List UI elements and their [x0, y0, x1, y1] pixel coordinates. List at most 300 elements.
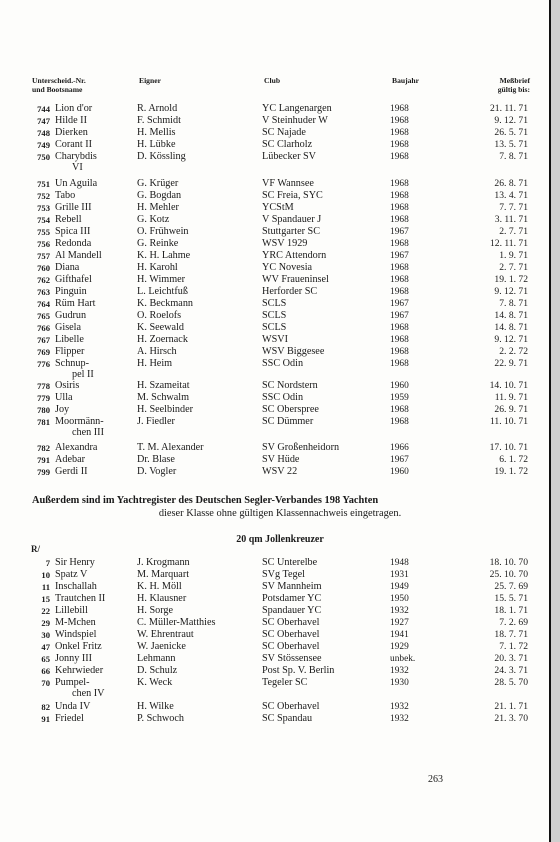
certificate-valid-date: 9. 12. 71: [494, 286, 528, 297]
header-number-line2: und Bootsname: [32, 85, 83, 94]
owner-name: M. Marquart: [137, 569, 190, 580]
owner-name: F. Schmidt: [137, 115, 181, 126]
owner-name: T. M. Alexander: [137, 442, 204, 453]
boat-number: 751: [37, 179, 50, 189]
boat-number: 779: [37, 393, 50, 403]
table-row: [0, 127, 549, 139]
certificate-valid-date: 26. 8. 71: [494, 178, 528, 189]
header-number: [32, 76, 122, 94]
table-row: [0, 178, 549, 190]
build-year: 1932: [390, 606, 409, 616]
owner-name: G. Reinke: [137, 238, 179, 249]
boat-name: Charybdis: [55, 151, 97, 162]
boat-number: 755: [37, 227, 50, 237]
certificate-valid-date: 22. 9. 71: [494, 358, 528, 369]
header-valid-line1: Meßbrief: [499, 76, 530, 85]
table-row: [0, 641, 549, 653]
club-name: SCLS: [262, 310, 287, 321]
club-name: Spandauer YC: [262, 605, 322, 616]
table-row: [0, 238, 549, 250]
certificate-valid-date: 6. 1. 72: [499, 454, 528, 465]
owner-name: W. Jaenicke: [137, 641, 186, 652]
boat-name: Jonny III: [55, 653, 93, 664]
build-year: 1968: [390, 215, 409, 225]
table-row: [0, 442, 549, 454]
table-row: [0, 250, 549, 262]
certificate-valid-date: 2. 7. 71: [499, 226, 528, 237]
boat-number: 47: [41, 642, 50, 652]
boat-name: Alexandra: [55, 442, 98, 453]
build-year: 1968: [390, 335, 409, 345]
owner-name: H. Seelbinder: [137, 404, 194, 415]
club-name: WSVI: [262, 334, 289, 345]
table-row: [0, 466, 549, 478]
club-name: SC Oberhavel: [262, 629, 320, 640]
owner-name: Lehmann: [137, 653, 176, 664]
owner-name: H. Mehler: [137, 202, 179, 213]
club-name: YRC Attendorn: [262, 250, 327, 261]
build-year: 1968: [390, 179, 409, 189]
boat-number: 763: [37, 287, 50, 297]
certificate-valid-date: 21. 1. 71: [494, 701, 528, 712]
table-row: [0, 103, 549, 115]
build-year: 1932: [390, 702, 409, 712]
club-name: SV Mannheim: [262, 581, 322, 592]
build-year: 1968: [390, 323, 409, 333]
header-club: Club: [264, 76, 281, 85]
build-year: 1929: [390, 642, 409, 652]
boat-number: 22: [41, 606, 50, 616]
boat-name: Redonda: [55, 238, 92, 249]
boat-name: Pinguin: [55, 286, 87, 297]
owner-name: H. Lübke: [137, 139, 176, 150]
build-year: 1967: [390, 311, 409, 321]
owner-name: J. Krogmann: [137, 557, 190, 568]
owner-name: C. Müller-Matthies: [137, 617, 216, 628]
build-year: 1950: [390, 594, 409, 604]
boat-name: Un Aguila: [55, 178, 98, 189]
header-valid-line2: gültig bis:: [497, 85, 530, 94]
club-name: Post Sp. V. Berlin: [262, 665, 335, 676]
boat-name: Windspiel: [55, 629, 97, 640]
owner-name: H. Karohl: [137, 262, 178, 273]
boat-number: 7: [45, 558, 50, 568]
club-name: YCStM: [262, 202, 294, 213]
boat-name: Sir Henry: [55, 557, 95, 568]
club-name: WSV 1929: [262, 238, 308, 249]
certificate-valid-date: 9. 12. 71: [494, 334, 528, 345]
certificate-valid-date: 18. 1. 71: [494, 605, 528, 616]
header-number-line1: Unterscheid.-Nr.: [32, 76, 86, 85]
boat-name-continuation: pel II: [72, 369, 94, 380]
boat-number: 15: [41, 594, 50, 604]
boat-name: Moormänn-: [55, 416, 104, 427]
certificate-valid-date: 11. 10. 71: [489, 416, 528, 427]
boat-number: 781: [37, 417, 50, 427]
owner-name: D. Kössling: [137, 151, 186, 162]
owner-name: G. Krüger: [137, 178, 179, 189]
build-year: 1968: [390, 140, 409, 150]
build-year: 1960: [390, 381, 409, 391]
certificate-valid-date: 26. 9. 71: [494, 404, 528, 415]
club-name: SCLS: [262, 322, 287, 333]
boat-number: 760: [37, 263, 50, 273]
boat-name: Lillebill: [55, 605, 88, 616]
certificate-valid-date: 14. 8. 71: [494, 322, 528, 333]
build-year: 1968: [390, 239, 409, 249]
table-row: [0, 202, 549, 214]
owner-name: M. Schwalm: [137, 392, 190, 403]
club-name: V Spandauer J: [262, 214, 322, 225]
boat-name: Al Mandell: [55, 250, 102, 261]
boat-name: Gisela: [55, 322, 82, 333]
owner-name: H. Heim: [137, 358, 173, 369]
table-row: [0, 665, 549, 677]
owner-name: A. Hirsch: [137, 346, 177, 357]
build-year: 1968: [390, 104, 409, 114]
certificate-valid-date: 14. 10. 71: [489, 380, 528, 391]
boat-number: 762: [37, 275, 50, 285]
boat-name: Unda IV: [55, 701, 91, 712]
owner-name: L. Leichtfuß: [137, 286, 188, 297]
club-name: SC Oberhavel: [262, 617, 320, 628]
build-year: 1932: [390, 714, 409, 724]
build-year: 1968: [390, 128, 409, 138]
club-name: SC Dümmer: [262, 416, 314, 427]
boat-number: 82: [41, 702, 50, 712]
boat-name: Hilde II: [55, 115, 87, 126]
boat-name: Dierken: [55, 127, 88, 138]
certificate-valid-date: 2. 2. 72: [499, 346, 528, 357]
boat-name: Schnup-: [55, 358, 89, 369]
build-year: 1968: [390, 116, 409, 126]
certificate-valid-date: 25. 7. 69: [494, 581, 528, 592]
club-name: Tegeler SC: [262, 677, 308, 688]
table-row: [0, 115, 549, 127]
owner-name: K. Seewald: [137, 322, 184, 333]
club-name: YC Novesia: [262, 262, 313, 273]
boat-name: Flipper: [55, 346, 85, 357]
build-year: 1966: [390, 443, 409, 453]
certificate-valid-date: 14. 8. 71: [494, 310, 528, 321]
club-name: SSC Odin: [262, 358, 304, 369]
boat-name: Inschallah: [55, 581, 97, 592]
certificate-valid-date: 21. 11. 71: [489, 103, 528, 114]
certificate-valid-date: 7. 8. 71: [499, 298, 528, 309]
boat-name-continuation: VI: [72, 162, 83, 173]
certificate-valid-date: 17. 10. 71: [489, 442, 528, 453]
owner-name: G. Bogdan: [137, 190, 182, 201]
boat-name: Gudrun: [55, 310, 87, 321]
certificate-valid-date: 28. 5. 70: [494, 677, 528, 688]
page-number: 263: [428, 774, 443, 785]
table-row: [0, 605, 549, 617]
boat-number: 11: [41, 582, 50, 592]
header-year: Baujahr: [392, 76, 420, 85]
boat-name: Pumpel-: [55, 677, 90, 688]
certificate-valid-date: 25. 10. 70: [489, 569, 528, 580]
build-year: 1967: [390, 455, 409, 465]
build-year: 1968: [390, 287, 409, 297]
club-name: YC Langenargen: [262, 103, 332, 114]
boat-number: 30: [41, 630, 50, 640]
certificate-valid-date: 9. 12. 71: [494, 115, 528, 126]
certificate-valid-date: 7. 8. 71: [499, 151, 528, 162]
boat-number: 750: [37, 152, 50, 162]
build-year: 1968: [390, 417, 409, 427]
table-row: [0, 569, 549, 581]
boat-name: Adebar: [55, 454, 85, 465]
certificate-valid-date: 21. 3. 70: [494, 713, 528, 724]
boat-name: Diana: [55, 262, 80, 273]
table-row: [0, 701, 549, 713]
boat-name: Grille III: [55, 202, 92, 213]
owner-name: G. Kotz: [137, 214, 170, 225]
boat-number: 766: [37, 323, 50, 333]
club-name: SC Oberhavel: [262, 641, 320, 652]
boat-number: 65: [41, 654, 50, 664]
build-year: 1927: [390, 618, 409, 628]
table-row: [0, 454, 549, 466]
table-row: [0, 322, 549, 334]
table-row: [0, 274, 549, 286]
boat-number: 29: [41, 618, 50, 628]
boat-number: 753: [37, 203, 50, 213]
club-name: SSC Odin: [262, 392, 304, 403]
boat-number: 744: [37, 104, 50, 114]
boat-name: M-Mchen: [55, 617, 96, 628]
club-name: SCLS: [262, 298, 287, 309]
boat-name: Joy: [55, 404, 70, 415]
club-name: SC Freia, SYC: [262, 190, 323, 201]
table-row: [0, 593, 549, 605]
register-note-line1: Außerdem sind im Yachtregister des Deutschen Segler-Verbandes 198 Yachten: [32, 495, 379, 506]
boat-number: 752: [37, 191, 50, 201]
table-row: [0, 190, 549, 202]
club-name: SC Nordstern: [262, 380, 318, 391]
boat-number: 765: [37, 311, 50, 321]
boat-number: 754: [37, 215, 50, 225]
table-row: [0, 310, 549, 322]
owner-name: K. Weck: [137, 677, 173, 688]
owner-name: K. H. Lahme: [137, 250, 191, 261]
club-name: Potsdamer YC: [262, 593, 322, 604]
club-name: SC Oberhavel: [262, 701, 320, 712]
table-row: [0, 713, 549, 725]
boat-name: Spatz V: [55, 569, 88, 580]
table-row: [0, 380, 549, 392]
boat-number: 749: [37, 140, 50, 150]
certificate-valid-date: 7. 2. 69: [499, 617, 528, 628]
table-row: [0, 262, 549, 274]
certificate-valid-date: 7. 7. 71: [499, 202, 528, 213]
boat-name: Osiris: [55, 380, 80, 391]
section-label: R/: [31, 544, 40, 554]
certificate-valid-date: 15. 5. 71: [494, 593, 528, 604]
certificate-valid-date: 26. 5. 71: [494, 127, 528, 138]
boat-name: Spica III: [55, 226, 91, 237]
certificate-valid-date: 19. 1. 72: [494, 466, 528, 477]
build-year: 1968: [390, 152, 409, 162]
table-row: [0, 346, 549, 358]
certificate-valid-date: 18. 7. 71: [494, 629, 528, 640]
club-name: SC Clarholz: [262, 139, 313, 150]
boat-number: 757: [37, 251, 50, 261]
certificate-valid-date: 12. 11. 71: [489, 238, 528, 249]
boat-number: 767: [37, 335, 50, 345]
club-name: WSV Biggesee: [262, 346, 325, 357]
club-name: SV Stössensee: [262, 653, 322, 664]
table-row: [0, 629, 549, 641]
boat-name: Kehrwieder: [55, 665, 104, 676]
certificate-valid-date: 13. 4. 71: [494, 190, 528, 201]
boat-number: 748: [37, 128, 50, 138]
boat-name: Libelle: [55, 334, 84, 345]
build-year: 1949: [390, 582, 409, 592]
table-row: [0, 298, 549, 310]
boat-name-continuation: chen IV: [72, 688, 105, 699]
table-row: [0, 557, 549, 569]
owner-name: H. Sorge: [137, 605, 174, 616]
certificate-valid-date: 3. 11. 71: [494, 214, 528, 225]
certificate-valid-date: 18. 10. 70: [489, 557, 528, 568]
owner-name: Dr. Blase: [137, 454, 175, 465]
boat-name: Corant II: [55, 139, 93, 150]
boat-name: Rebell: [55, 214, 82, 225]
register-note-line2: dieser Klasse ohne gültigen Klassennachweis eingetragen.: [158, 508, 402, 519]
boat-number: 91: [41, 714, 50, 724]
owner-name: H. Wilke: [137, 701, 174, 712]
owner-name: J. Fiedler: [137, 416, 175, 427]
boat-name: Rüm Hart: [55, 298, 96, 309]
table-row: [0, 392, 549, 404]
club-name: Herforder SC: [262, 286, 318, 297]
boat-name: Lion d'or: [55, 103, 93, 114]
table-row: [0, 226, 549, 238]
build-year: 1968: [390, 203, 409, 213]
certificate-valid-date: 2. 7. 71: [499, 262, 528, 273]
owner-name: H. Mellis: [137, 127, 176, 138]
table-row: [0, 617, 549, 629]
boat-number: 747: [37, 116, 50, 126]
build-year: 1968: [390, 347, 409, 357]
table-row: [0, 581, 549, 593]
boat-number: 778: [37, 381, 50, 391]
owner-name: K. H. Möll: [137, 581, 182, 592]
table-row: [0, 334, 549, 346]
owner-name: H. Zoernack: [137, 334, 188, 345]
club-name: WSV 22: [262, 466, 298, 477]
build-year: 1959: [390, 393, 409, 403]
certificate-valid-date: 7. 1. 72: [499, 641, 528, 652]
build-year: unbek.: [390, 654, 416, 664]
boat-name: Gerdi II: [55, 466, 88, 477]
club-name: WV Fraueninsel: [262, 274, 329, 285]
club-name: SC Najade: [262, 127, 306, 138]
build-year: 1968: [390, 191, 409, 201]
boat-number: 10: [41, 570, 50, 580]
build-year: 1968: [390, 263, 409, 273]
certificate-valid-date: 24. 3. 71: [494, 665, 528, 676]
table-row: [0, 404, 549, 416]
build-year: 1967: [390, 251, 409, 261]
club-name: SV Hüde: [262, 454, 300, 465]
club-name: Stuttgarter SC: [262, 226, 321, 237]
page-edge: [551, 0, 560, 842]
club-name: V Steinhuder W: [262, 115, 328, 126]
owner-name: H. Szameitat: [137, 380, 190, 391]
certificate-valid-date: 20. 3. 71: [494, 653, 528, 664]
owner-name: H. Wimmer: [137, 274, 186, 285]
header-valid: [470, 76, 530, 94]
owner-name: D. Schulz: [137, 665, 178, 676]
build-year: 1930: [390, 678, 409, 688]
owner-name: O. Frühwein: [137, 226, 189, 237]
certificate-valid-date: 11. 9. 71: [494, 392, 528, 403]
certificate-valid-date: 19. 1. 72: [494, 274, 528, 285]
owner-name: W. Ehrentraut: [137, 629, 194, 640]
boat-name: Friedel: [55, 713, 84, 724]
header-owner: Eigner: [139, 76, 161, 85]
boat-number: 769: [37, 347, 50, 357]
build-year: 1968: [390, 359, 409, 369]
boat-number: 780: [37, 405, 50, 415]
boat-number: 799: [37, 467, 50, 477]
table-row: [0, 286, 549, 298]
owner-name: H. Klausner: [137, 593, 187, 604]
build-year: 1931: [390, 570, 409, 580]
club-name: SV Großenheidorn: [262, 442, 340, 453]
boat-number: 776: [37, 359, 50, 369]
build-year: 1941: [390, 630, 409, 640]
section-title: 20 qm Jollenkreuzer: [236, 534, 324, 545]
club-name: SC Unterelbe: [262, 557, 318, 568]
boat-name: Tabo: [55, 190, 76, 201]
table-row: [0, 139, 549, 151]
club-name: SC Spandau: [262, 713, 313, 724]
certificate-valid-date: 1. 9. 71: [499, 250, 528, 261]
owner-name: K. Beckmann: [137, 298, 194, 309]
build-year: 1948: [390, 558, 409, 568]
build-year: 1968: [390, 275, 409, 285]
boat-number: 782: [37, 443, 50, 453]
build-year: 1967: [390, 227, 409, 237]
boat-name: Onkel Fritz: [55, 641, 102, 652]
boat-name-continuation: chen III: [72, 427, 104, 438]
boat-number: 764: [37, 299, 50, 309]
club-name: SC Oberspree: [262, 404, 319, 415]
owner-name: R. Arnold: [137, 103, 178, 114]
club-name: Lübecker SV: [262, 151, 317, 162]
boat-number: 756: [37, 239, 50, 249]
boat-name: Gifthafel: [55, 274, 92, 285]
build-year: 1960: [390, 467, 409, 477]
club-name: SVg Tegel: [262, 569, 305, 580]
owner-name: O. Roelofs: [137, 310, 182, 321]
owner-name: P. Schwoch: [137, 713, 184, 724]
club-name: VF Wannsee: [262, 178, 314, 189]
boat-name: Trautchen II: [55, 593, 106, 604]
owner-name: D. Vogler: [137, 466, 177, 477]
certificate-valid-date: 13. 5. 71: [494, 139, 528, 150]
boat-name: Ulla: [55, 392, 73, 403]
boat-number: 66: [41, 666, 50, 676]
table-row: [0, 214, 549, 226]
table-row: [0, 653, 549, 665]
boat-number: 70: [41, 678, 50, 688]
build-year: 1932: [390, 666, 409, 676]
boat-number: 791: [37, 455, 50, 465]
